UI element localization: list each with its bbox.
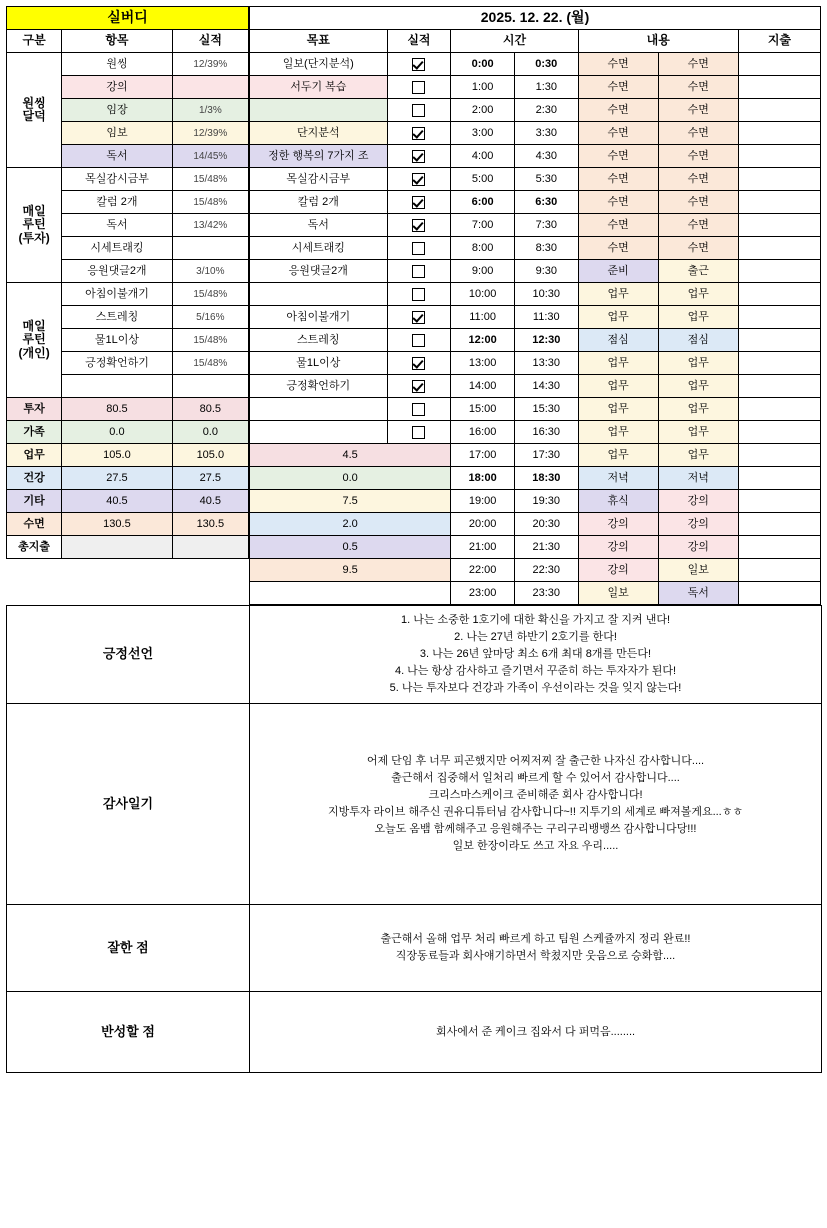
checkbox-icon[interactable] xyxy=(412,334,425,347)
checkbox-icon[interactable] xyxy=(412,81,425,94)
note-section xyxy=(7,905,822,992)
item-value: 12/39% xyxy=(172,53,248,76)
schedule-row xyxy=(250,145,821,168)
schedule-row xyxy=(250,53,821,76)
time-start: 4:00 xyxy=(451,145,515,168)
notes-area xyxy=(0,605,827,1073)
spend-cell xyxy=(738,582,820,605)
time-start: 8:00 xyxy=(451,237,515,260)
summary-value-2: 27.5 xyxy=(172,467,248,490)
time-end: 3:30 xyxy=(514,122,578,145)
item-name: 시세트래킹 xyxy=(62,237,172,260)
content-second-half: 출근 xyxy=(658,260,738,283)
summary-value-2 xyxy=(172,536,248,559)
checkbox-icon[interactable] xyxy=(412,311,425,324)
done-checkbox-cell[interactable] xyxy=(387,76,451,99)
item-value: 1/3% xyxy=(172,99,248,122)
time-start: 23:00 xyxy=(451,582,515,605)
time-start: 1:00 xyxy=(451,76,515,99)
content-first-half: 업무 xyxy=(578,283,658,306)
content-first-half: 수면 xyxy=(578,214,658,237)
time-end: 6:30 xyxy=(514,191,578,214)
time-start: 17:00 xyxy=(451,444,515,467)
done-checkbox-cell[interactable] xyxy=(387,375,451,398)
content-first-half: 수면 xyxy=(578,76,658,99)
time-start: 19:00 xyxy=(451,490,515,513)
time-end: 22:30 xyxy=(514,559,578,582)
content-first-half: 저녁 xyxy=(578,467,658,490)
checkbox-icon[interactable] xyxy=(412,104,425,117)
category-total: 0.0 xyxy=(250,467,451,490)
time-end: 21:30 xyxy=(514,536,578,559)
time-start: 5:00 xyxy=(451,168,515,191)
time-start: 18:00 xyxy=(451,467,515,490)
spend-cell xyxy=(738,76,820,99)
time-end: 11:30 xyxy=(514,306,578,329)
summary-value-1: 27.5 xyxy=(62,467,172,490)
schedule-row xyxy=(250,329,821,352)
item-name: 원씽 xyxy=(62,53,172,76)
content-first-half: 수면 xyxy=(578,237,658,260)
note-text: 1. 나는 소중한 1호기에 대한 확신을 가지고 잘 지켜 낸다! 2. 나는 27년 하반기 2호기를 한다! 3. 나는 26년 앞마당 최소 6개 최대 8개를 만든다! 4. 나는 항상 감사하고 즐기면서 꾸준히 하는 투자자가 된다! 5. 나는 투자보다 건강과 가족이 우선이라는 것을 잊지 않는다! xyxy=(250,606,822,704)
goal-cell: 독서 xyxy=(250,214,388,237)
category-total: 9.5 xyxy=(250,559,451,582)
content-second-half: 업무 xyxy=(658,306,738,329)
group-label-0: 원씽 달덕 xyxy=(7,53,62,168)
time-end: 9:30 xyxy=(514,260,578,283)
content-second-half: 수면 xyxy=(658,168,738,191)
time-end: 0:30 xyxy=(514,53,578,76)
time-start: 13:00 xyxy=(451,352,515,375)
right-table xyxy=(249,6,821,605)
content-first-half: 휴식 xyxy=(578,490,658,513)
time-start: 14:00 xyxy=(451,375,515,398)
note-section xyxy=(7,992,822,1073)
time-end: 17:30 xyxy=(514,444,578,467)
time-start: 9:00 xyxy=(451,260,515,283)
content-second-half: 독서 xyxy=(658,582,738,605)
item-value: 13/42% xyxy=(172,214,248,237)
goal-cell xyxy=(250,99,388,122)
item-name: 강의 xyxy=(62,76,172,99)
left-table xyxy=(6,6,249,559)
schedule-row xyxy=(250,237,821,260)
schedule-summary-row xyxy=(250,444,821,467)
item-name: 긍정확언하기 xyxy=(62,352,172,375)
done-checkbox-cell[interactable] xyxy=(387,145,451,168)
item-name: 독서 xyxy=(62,145,172,168)
content-second-half: 수면 xyxy=(658,214,738,237)
item-name: 아침이불개기 xyxy=(62,283,172,306)
time-end: 10:30 xyxy=(514,283,578,306)
goal-cell: 응원댓글2개 xyxy=(250,260,388,283)
content-second-half: 수면 xyxy=(658,76,738,99)
item-name: 목실감시금부 xyxy=(62,168,172,191)
summary-value-2: 80.5 xyxy=(172,398,248,421)
goal-cell: 긍정확언하기 xyxy=(250,375,388,398)
summary-value-1: 105.0 xyxy=(62,444,172,467)
category-total: 2.0 xyxy=(250,513,451,536)
goal-cell: 단지분석 xyxy=(250,122,388,145)
time-start: 21:00 xyxy=(451,536,515,559)
time-end: 2:30 xyxy=(514,99,578,122)
item-name: 응원댓글2개 xyxy=(62,260,172,283)
done-checkbox-cell[interactable] xyxy=(387,53,451,76)
header-done: 실적 xyxy=(387,30,451,53)
schedule-row xyxy=(250,421,821,444)
spend-cell xyxy=(738,375,820,398)
spend-cell xyxy=(738,306,820,329)
content-second-half: 업무 xyxy=(658,375,738,398)
time-end: 13:30 xyxy=(514,352,578,375)
schedule-row xyxy=(250,76,821,99)
checkbox-icon[interactable] xyxy=(412,150,425,163)
time-start: 12:00 xyxy=(451,329,515,352)
goal-cell: 일보(단지분석) xyxy=(250,53,388,76)
content-second-half: 저녁 xyxy=(658,467,738,490)
summary-label: 건강 xyxy=(7,467,62,490)
goal-cell: 정한 행복의 7가지 조 xyxy=(250,145,388,168)
item-value xyxy=(172,375,248,398)
summary-value-2: 105.0 xyxy=(172,444,248,467)
done-checkbox-cell[interactable] xyxy=(387,122,451,145)
done-checkbox-cell[interactable] xyxy=(387,306,451,329)
content-second-half: 업무 xyxy=(658,398,738,421)
done-checkbox-cell[interactable] xyxy=(387,329,451,352)
category-total: 4.5 xyxy=(250,444,451,467)
done-checkbox-cell[interactable] xyxy=(387,260,451,283)
content-first-half: 수면 xyxy=(578,99,658,122)
checkbox-icon[interactable] xyxy=(412,265,425,278)
time-start: 22:00 xyxy=(451,559,515,582)
date-title: 2025. 12. 22. (월) xyxy=(250,7,821,30)
time-end: 1:30 xyxy=(514,76,578,99)
spend-cell xyxy=(738,513,820,536)
goal-cell: 목실감시금부 xyxy=(250,168,388,191)
done-checkbox-cell[interactable] xyxy=(387,421,451,444)
item-value: 3/10% xyxy=(172,260,248,283)
note-label: 반성할 점 xyxy=(7,992,250,1073)
note-text: 출근해서 올해 업무 처리 빠르게 하고 팀원 스케쥴까지 정리 완료!! 직장동료들과 회사얘기하면서 학쳤지만 웃음으로 승화함.... xyxy=(250,905,822,992)
time-start: 16:00 xyxy=(451,421,515,444)
goal-cell xyxy=(250,421,388,444)
time-end: 4:30 xyxy=(514,145,578,168)
content-first-half: 업무 xyxy=(578,306,658,329)
time-start: 10:00 xyxy=(451,283,515,306)
content-second-half: 강의 xyxy=(658,513,738,536)
group-label-2: 매일 루틴 (개인) xyxy=(7,283,62,398)
done-checkbox-cell[interactable] xyxy=(387,214,451,237)
schedule-summary-row xyxy=(250,513,821,536)
goal-cell: 물1L이상 xyxy=(250,352,388,375)
summary-value-2: 40.5 xyxy=(172,490,248,513)
header-spend: 지출 xyxy=(738,30,820,53)
checkbox-icon[interactable] xyxy=(412,173,425,186)
goal-cell: 칼럼 2개 xyxy=(250,191,388,214)
header-content: 내용 xyxy=(578,30,738,53)
item-name: 임보 xyxy=(62,122,172,145)
item-value: 15/48% xyxy=(172,191,248,214)
summary-row xyxy=(7,490,249,513)
summary-row xyxy=(7,421,249,444)
content-second-half: 업무 xyxy=(658,421,738,444)
content-first-half: 업무 xyxy=(578,398,658,421)
content-second-half: 강의 xyxy=(658,490,738,513)
note-label: 감사일기 xyxy=(7,704,250,905)
summary-label: 기타 xyxy=(7,490,62,513)
time-start: 7:00 xyxy=(451,214,515,237)
spend-cell xyxy=(738,99,820,122)
table-row xyxy=(7,168,249,191)
time-end: 23:30 xyxy=(514,582,578,605)
schedule-row xyxy=(250,260,821,283)
item-value: 15/48% xyxy=(172,329,248,352)
checkbox-icon[interactable] xyxy=(412,357,425,370)
content-first-half: 점심 xyxy=(578,329,658,352)
content-second-half: 수면 xyxy=(658,145,738,168)
content-first-half: 수면 xyxy=(578,53,658,76)
content-second-half: 수면 xyxy=(658,122,738,145)
spend-cell xyxy=(738,214,820,237)
schedule-row xyxy=(250,398,821,421)
done-checkbox-cell[interactable] xyxy=(387,237,451,260)
left-header-2: 실적 xyxy=(172,30,248,53)
summary-row xyxy=(7,536,249,559)
goal-cell xyxy=(250,398,388,421)
left-header-1: 항목 xyxy=(62,30,172,53)
content-second-half: 일보 xyxy=(658,559,738,582)
goal-cell: 시세트래킹 xyxy=(250,237,388,260)
note-label: 잘한 점 xyxy=(7,905,250,992)
summary-value-2: 130.5 xyxy=(172,513,248,536)
summary-value-2: 0.0 xyxy=(172,421,248,444)
time-start: 6:00 xyxy=(451,191,515,214)
spend-cell xyxy=(738,559,820,582)
schedule-row xyxy=(250,352,821,375)
spend-cell xyxy=(738,421,820,444)
spend-cell xyxy=(738,237,820,260)
done-checkbox-cell[interactable] xyxy=(387,168,451,191)
schedule-row xyxy=(250,214,821,237)
group-label-1: 매일 루틴 (투자) xyxy=(7,168,62,283)
header-time: 시간 xyxy=(451,30,578,53)
left-header-0: 구분 xyxy=(7,30,62,53)
notes-table xyxy=(6,605,822,1073)
checkbox-icon[interactable] xyxy=(412,403,425,416)
left-panel xyxy=(6,6,249,605)
time-end: 19:30 xyxy=(514,490,578,513)
content-first-half: 수면 xyxy=(578,168,658,191)
summary-label: 총지출 xyxy=(7,536,62,559)
schedule-row xyxy=(250,306,821,329)
content-second-half: 업무 xyxy=(658,352,738,375)
spend-cell xyxy=(738,260,820,283)
summary-value-1: 80.5 xyxy=(62,398,172,421)
time-start: 2:00 xyxy=(451,99,515,122)
summary-row xyxy=(7,513,249,536)
checkbox-icon[interactable] xyxy=(412,288,425,301)
time-end: 18:30 xyxy=(514,467,578,490)
table-row xyxy=(7,283,249,306)
content-first-half: 수면 xyxy=(578,191,658,214)
category-total: 7.5 xyxy=(250,490,451,513)
note-section xyxy=(7,606,822,704)
item-value: 12/39% xyxy=(172,122,248,145)
item-value xyxy=(172,237,248,260)
item-value: 14/45% xyxy=(172,145,248,168)
content-first-half: 강의 xyxy=(578,559,658,582)
left-title: 실버디 xyxy=(7,7,249,30)
note-text: 회사에서 준 케이크 집와서 다 퍼먹음........ xyxy=(250,992,822,1073)
time-start: 20:00 xyxy=(451,513,515,536)
content-second-half: 업무 xyxy=(658,283,738,306)
spend-cell xyxy=(738,329,820,352)
time-end: 7:30 xyxy=(514,214,578,237)
done-checkbox-cell[interactable] xyxy=(387,283,451,306)
schedule-row xyxy=(250,168,821,191)
item-name: 물1L이상 xyxy=(62,329,172,352)
content-first-half: 일보 xyxy=(578,582,658,605)
content-first-half: 업무 xyxy=(578,421,658,444)
category-total xyxy=(250,582,451,605)
schedule-summary-row xyxy=(250,582,821,605)
header-goal: 목표 xyxy=(250,30,388,53)
content-first-half: 업무 xyxy=(578,352,658,375)
item-value: 5/16% xyxy=(172,306,248,329)
done-checkbox-cell[interactable] xyxy=(387,99,451,122)
content-first-half: 준비 xyxy=(578,260,658,283)
table-row xyxy=(7,53,249,76)
summary-label: 수면 xyxy=(7,513,62,536)
note-text: 어제 단임 후 너무 피곤했지만 어찌저찌 잘 출근한 나자신 감사합니다.... 출근해서 집중해서 일처리 빠르게 할 수 있어서 감사합니다.... 크리스마스케이크 준비해준 회사 감사합니다! 지방투자 라이브 해주신 권유디튜터님 감사합니다~!! 지투기의 세계로 빠져볼게요...ㅎㅎ 오늘도 옴뱀 함께해주고 응원해주는 구리구리뱅뱅쓰 감사합니다당!!! 일보 한장이라도 쓰고 자요 우리..... xyxy=(250,704,822,905)
item-name xyxy=(62,375,172,398)
checkbox-icon[interactable] xyxy=(412,58,425,71)
checkbox-icon[interactable] xyxy=(412,242,425,255)
item-value: 15/48% xyxy=(172,168,248,191)
time-end: 5:30 xyxy=(514,168,578,191)
content-second-half: 수면 xyxy=(658,191,738,214)
schedule-row xyxy=(250,375,821,398)
item-value: 15/48% xyxy=(172,352,248,375)
time-end: 8:30 xyxy=(514,237,578,260)
content-first-half: 업무 xyxy=(578,444,658,467)
spend-cell xyxy=(738,145,820,168)
checkbox-icon[interactable] xyxy=(412,127,425,140)
goal-cell: 스트레칭 xyxy=(250,329,388,352)
summary-value-1: 40.5 xyxy=(62,490,172,513)
item-name: 칼럼 2개 xyxy=(62,191,172,214)
summary-row xyxy=(7,444,249,467)
time-start: 11:00 xyxy=(451,306,515,329)
spend-cell xyxy=(738,122,820,145)
summary-label: 투자 xyxy=(7,398,62,421)
content-second-half: 점심 xyxy=(658,329,738,352)
content-first-half: 업무 xyxy=(578,375,658,398)
content-first-half: 강의 xyxy=(578,513,658,536)
content-first-half: 수면 xyxy=(578,145,658,168)
category-total: 0.5 xyxy=(250,536,451,559)
content-second-half: 강의 xyxy=(658,536,738,559)
goal-cell: 서두기 복습 xyxy=(250,76,388,99)
schedule-row xyxy=(250,283,821,306)
summary-value-1: 0.0 xyxy=(62,421,172,444)
time-end: 12:30 xyxy=(514,329,578,352)
summary-value-1: 130.5 xyxy=(62,513,172,536)
spend-cell xyxy=(738,444,820,467)
content-second-half: 수면 xyxy=(658,99,738,122)
spend-cell xyxy=(738,490,820,513)
summary-label: 업무 xyxy=(7,444,62,467)
item-value xyxy=(172,76,248,99)
time-start: 3:00 xyxy=(451,122,515,145)
note-section xyxy=(7,704,822,905)
done-checkbox-cell[interactable] xyxy=(387,191,451,214)
item-name: 임장 xyxy=(62,99,172,122)
time-start: 0:00 xyxy=(451,53,515,76)
content-first-half: 강의 xyxy=(578,536,658,559)
schedule-summary-row xyxy=(250,490,821,513)
time-end: 16:30 xyxy=(514,421,578,444)
time-end: 14:30 xyxy=(514,375,578,398)
summary-value-1 xyxy=(62,536,172,559)
spend-cell xyxy=(738,283,820,306)
goal-cell: 아침이불개기 xyxy=(250,306,388,329)
done-checkbox-cell[interactable] xyxy=(387,352,451,375)
content-second-half: 수면 xyxy=(658,53,738,76)
done-checkbox-cell[interactable] xyxy=(387,398,451,421)
summary-label: 가족 xyxy=(7,421,62,444)
spend-cell xyxy=(738,536,820,559)
spend-cell xyxy=(738,191,820,214)
item-value: 15/48% xyxy=(172,283,248,306)
goal-cell xyxy=(250,283,388,306)
time-end: 20:30 xyxy=(514,513,578,536)
schedule-row xyxy=(250,99,821,122)
time-start: 15:00 xyxy=(451,398,515,421)
top-tables xyxy=(0,0,827,605)
schedule-row xyxy=(250,122,821,145)
content-second-half: 업무 xyxy=(658,444,738,467)
item-name: 스트레칭 xyxy=(62,306,172,329)
content-second-half: 수면 xyxy=(658,237,738,260)
spend-cell xyxy=(738,53,820,76)
schedule-summary-row xyxy=(250,467,821,490)
note-label: 긍정선언 xyxy=(7,606,250,704)
spend-cell xyxy=(738,352,820,375)
checkbox-icon[interactable] xyxy=(412,196,425,209)
schedule-summary-row xyxy=(250,559,821,582)
content-first-half: 수면 xyxy=(578,122,658,145)
checkbox-icon[interactable] xyxy=(412,426,425,439)
time-end: 15:30 xyxy=(514,398,578,421)
checkbox-icon[interactable] xyxy=(412,219,425,232)
right-panel xyxy=(249,6,821,605)
summary-row xyxy=(7,467,249,490)
checkbox-icon[interactable] xyxy=(412,380,425,393)
item-name: 독서 xyxy=(62,214,172,237)
summary-row xyxy=(7,398,249,421)
schedule-summary-row xyxy=(250,536,821,559)
spend-cell xyxy=(738,398,820,421)
spend-cell xyxy=(738,467,820,490)
spend-cell xyxy=(738,168,820,191)
schedule-row xyxy=(250,191,821,214)
